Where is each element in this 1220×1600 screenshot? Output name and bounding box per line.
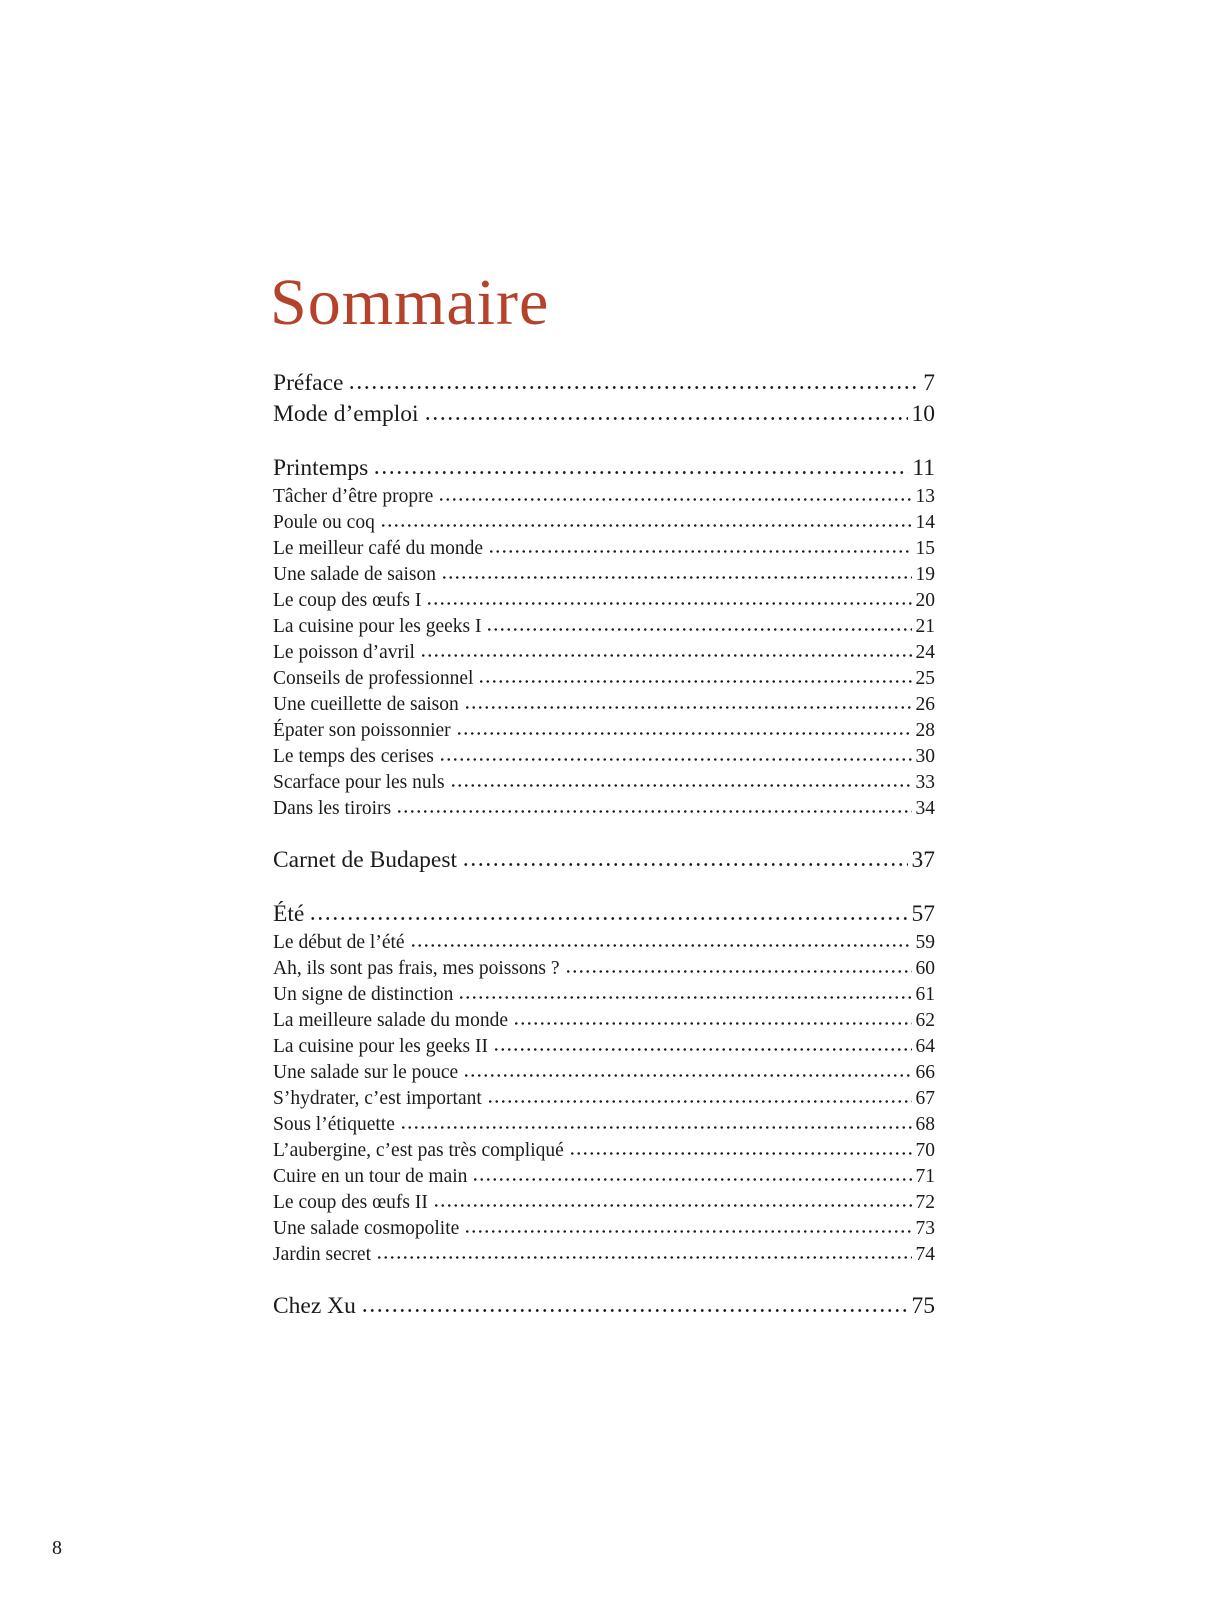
toc-entry-page-number: 28	[915, 720, 935, 741]
toc-leader-dots	[396, 809, 911, 814]
toc-entry-label: Tâcher d’être propre	[273, 486, 434, 507]
toc-entry	[273, 1060, 935, 1086]
toc-entry-label: Chez Xu	[273, 1293, 356, 1319]
toc-entry-page-number: 7	[923, 370, 935, 396]
toc-leader-dots	[420, 653, 912, 658]
toc-entry	[273, 1216, 935, 1242]
toc-group-chez-xu	[273, 1291, 935, 1322]
toc-entry	[273, 614, 935, 640]
toc-entry-label: Le début de l’été	[273, 932, 405, 953]
toc-entry-page-number: 24	[915, 642, 935, 663]
toc-entry-label: Printemps	[273, 455, 369, 481]
toc-entry-label: Le meilleur café du monde	[273, 538, 484, 559]
toc-entry	[273, 692, 935, 718]
toc-entry-page-number: 26	[915, 694, 935, 715]
toc-entry	[273, 536, 935, 562]
toc-entry	[273, 1086, 935, 1112]
toc-entry-page-number: 10	[911, 401, 935, 427]
toc-leader-dots	[487, 1099, 912, 1104]
page-title: Sommaire	[270, 266, 550, 340]
toc-leader-dots	[450, 783, 912, 788]
toc-entry-label: Conseils de professionnel	[273, 668, 474, 689]
toc	[273, 368, 935, 1345]
toc-leader-dots	[488, 549, 911, 554]
toc-entry-label: Préface	[273, 370, 344, 396]
toc-entry-page-number: 72	[915, 1192, 935, 1213]
toc-entry-page-number: 61	[915, 984, 935, 1005]
toc-entry-label: La meilleure salade du monde	[273, 1010, 508, 1031]
toc-leader-dots	[439, 757, 912, 762]
toc-leader-dots	[376, 1255, 912, 1260]
toc-entry	[273, 484, 935, 510]
toc-leader-dots	[513, 1021, 912, 1026]
toc-entry	[273, 588, 935, 614]
toc-entry-page-number: 21	[915, 616, 935, 637]
toc-leader-dots	[438, 497, 911, 502]
toc-entry	[273, 399, 935, 430]
toc-entry-page-number: 62	[915, 1010, 935, 1031]
toc-entry-label: Le poisson d’avril	[273, 642, 415, 663]
toc-entry-page-number: 74	[915, 1244, 935, 1265]
toc-entry-label: Poule ou coq	[273, 512, 375, 533]
toc-entry-label: Une salade sur le pouce	[273, 1062, 459, 1083]
toc-entry	[273, 1034, 935, 1060]
toc-entry	[273, 1008, 935, 1034]
toc-leader-dots	[569, 1151, 912, 1156]
toc-group-printemps	[273, 453, 935, 822]
toc-entry	[273, 1112, 935, 1138]
toc-leader-dots	[464, 1229, 911, 1234]
toc-entry-label: Cuire en un tour de main	[273, 1166, 468, 1187]
toc-entry-label: La cuisine pour les geeks I	[273, 616, 482, 637]
toc-leader-dots	[424, 416, 908, 421]
toc-entry-page-number: 73	[915, 1218, 935, 1239]
toc-entry-label: S’hydrater, c’est important	[273, 1088, 482, 1109]
toc-entry-page-number: 37	[911, 847, 935, 873]
toc-leader-dots	[348, 385, 919, 390]
toc-entry	[273, 368, 935, 399]
toc-entry	[273, 982, 935, 1008]
toc-entry-page-number: 60	[915, 958, 935, 979]
toc-entry	[273, 453, 935, 484]
toc-leader-dots	[441, 575, 912, 580]
toc-entry-label: Jardin secret	[273, 1244, 371, 1265]
toc-entry	[273, 956, 935, 982]
toc-entry-label: L’aubergine, c’est pas très compliqué	[273, 1140, 564, 1161]
toc-entry-label: Épater son poissonnier	[273, 720, 451, 741]
toc-entry-page-number: 14	[915, 512, 935, 533]
toc-leader-dots	[458, 995, 911, 1000]
toc-leader-dots	[462, 862, 907, 867]
toc-entry	[273, 666, 935, 692]
toc-entry-page-number: 67	[915, 1088, 935, 1109]
toc-entry	[273, 930, 935, 956]
toc-entry	[273, 845, 935, 876]
toc-entry-page-number: 20	[915, 590, 935, 611]
toc-leader-dots	[565, 969, 912, 974]
toc-entry-label: La cuisine pour les geeks II	[273, 1036, 488, 1057]
toc-entry-page-number: 19	[915, 564, 935, 585]
toc-leader-dots	[410, 943, 912, 948]
toc-leader-dots	[464, 705, 912, 710]
toc-group-carnet-de-budapest	[273, 845, 935, 876]
toc-entry-label: Ah, ils sont pas frais, mes poissons ?	[273, 958, 560, 979]
toc-entry	[273, 899, 935, 930]
toc-entry	[273, 640, 935, 666]
toc-entry-label: Le coup des œufs I	[273, 590, 422, 611]
toc-entry-page-number: 13	[915, 486, 935, 507]
toc-entry-label: Une cueillette de saison	[273, 694, 459, 715]
toc-group-ete	[273, 899, 935, 1268]
toc-entry-page-number: 64	[915, 1036, 935, 1057]
toc-entry-label: Le coup des œufs II	[273, 1192, 428, 1213]
toc-leader-dots	[373, 470, 908, 475]
toc-entry-label: Le temps des cerises	[273, 746, 434, 767]
toc-entry-page-number: 34	[915, 798, 935, 819]
toc-entry	[273, 1291, 935, 1322]
toc-entry-page-number: 68	[915, 1114, 935, 1135]
toc-leader-dots	[463, 1073, 911, 1078]
toc-leader-dots	[426, 601, 911, 606]
toc-entry-page-number: 71	[915, 1166, 935, 1187]
toc-entry-label: Une salade de saison	[273, 564, 436, 585]
toc-leader-dots	[478, 679, 911, 684]
toc-leader-dots	[380, 523, 912, 528]
toc-leader-dots	[400, 1125, 912, 1130]
toc-entry-page-number: 25	[915, 668, 935, 689]
toc-entry-label: Carnet de Budapest	[273, 847, 458, 873]
toc-entry-page-number: 33	[915, 772, 935, 793]
toc-entry	[273, 744, 935, 770]
toc-entry-page-number: 75	[911, 1293, 935, 1319]
toc-entry-label: Été	[273, 901, 305, 927]
toc-leader-dots	[361, 1308, 908, 1313]
toc-leader-dots	[456, 731, 912, 736]
toc-entry	[273, 562, 935, 588]
toc-leader-dots	[493, 1047, 912, 1052]
folio-page-number: 8	[52, 1537, 62, 1559]
toc-entry-page-number: 66	[915, 1062, 935, 1083]
toc-entry	[273, 510, 935, 536]
toc-entry	[273, 1138, 935, 1164]
toc-leader-dots	[433, 1203, 912, 1208]
toc-leader-dots	[309, 916, 907, 921]
toc-entry	[273, 1190, 935, 1216]
toc-leader-dots	[486, 627, 911, 632]
toc-entry	[273, 1242, 935, 1268]
toc-entry-page-number: 11	[912, 455, 935, 481]
toc-entry-page-number: 57	[911, 901, 935, 927]
toc-entry-label: Scarface pour les nuls	[273, 772, 445, 793]
toc-entry-page-number: 15	[915, 538, 935, 559]
toc-entry-page-number: 70	[915, 1140, 935, 1161]
toc-leader-dots	[472, 1177, 911, 1182]
toc-entry	[273, 770, 935, 796]
toc-entry	[273, 796, 935, 822]
toc-entry-label: Sous l’étiquette	[273, 1114, 395, 1135]
toc-entry-label: Une salade cosmopolite	[273, 1218, 460, 1239]
toc-entry-label: Un signe de distinction	[273, 984, 454, 1005]
toc-entry-page-number: 59	[915, 932, 935, 953]
toc-entry-page-number: 30	[915, 746, 935, 767]
toc-entry	[273, 1164, 935, 1190]
toc-entry-label: Mode d’emploi	[273, 401, 419, 427]
toc-group-front-matter	[273, 368, 935, 430]
toc-entry-label: Dans les tiroirs	[273, 798, 392, 819]
toc-entry	[273, 718, 935, 744]
